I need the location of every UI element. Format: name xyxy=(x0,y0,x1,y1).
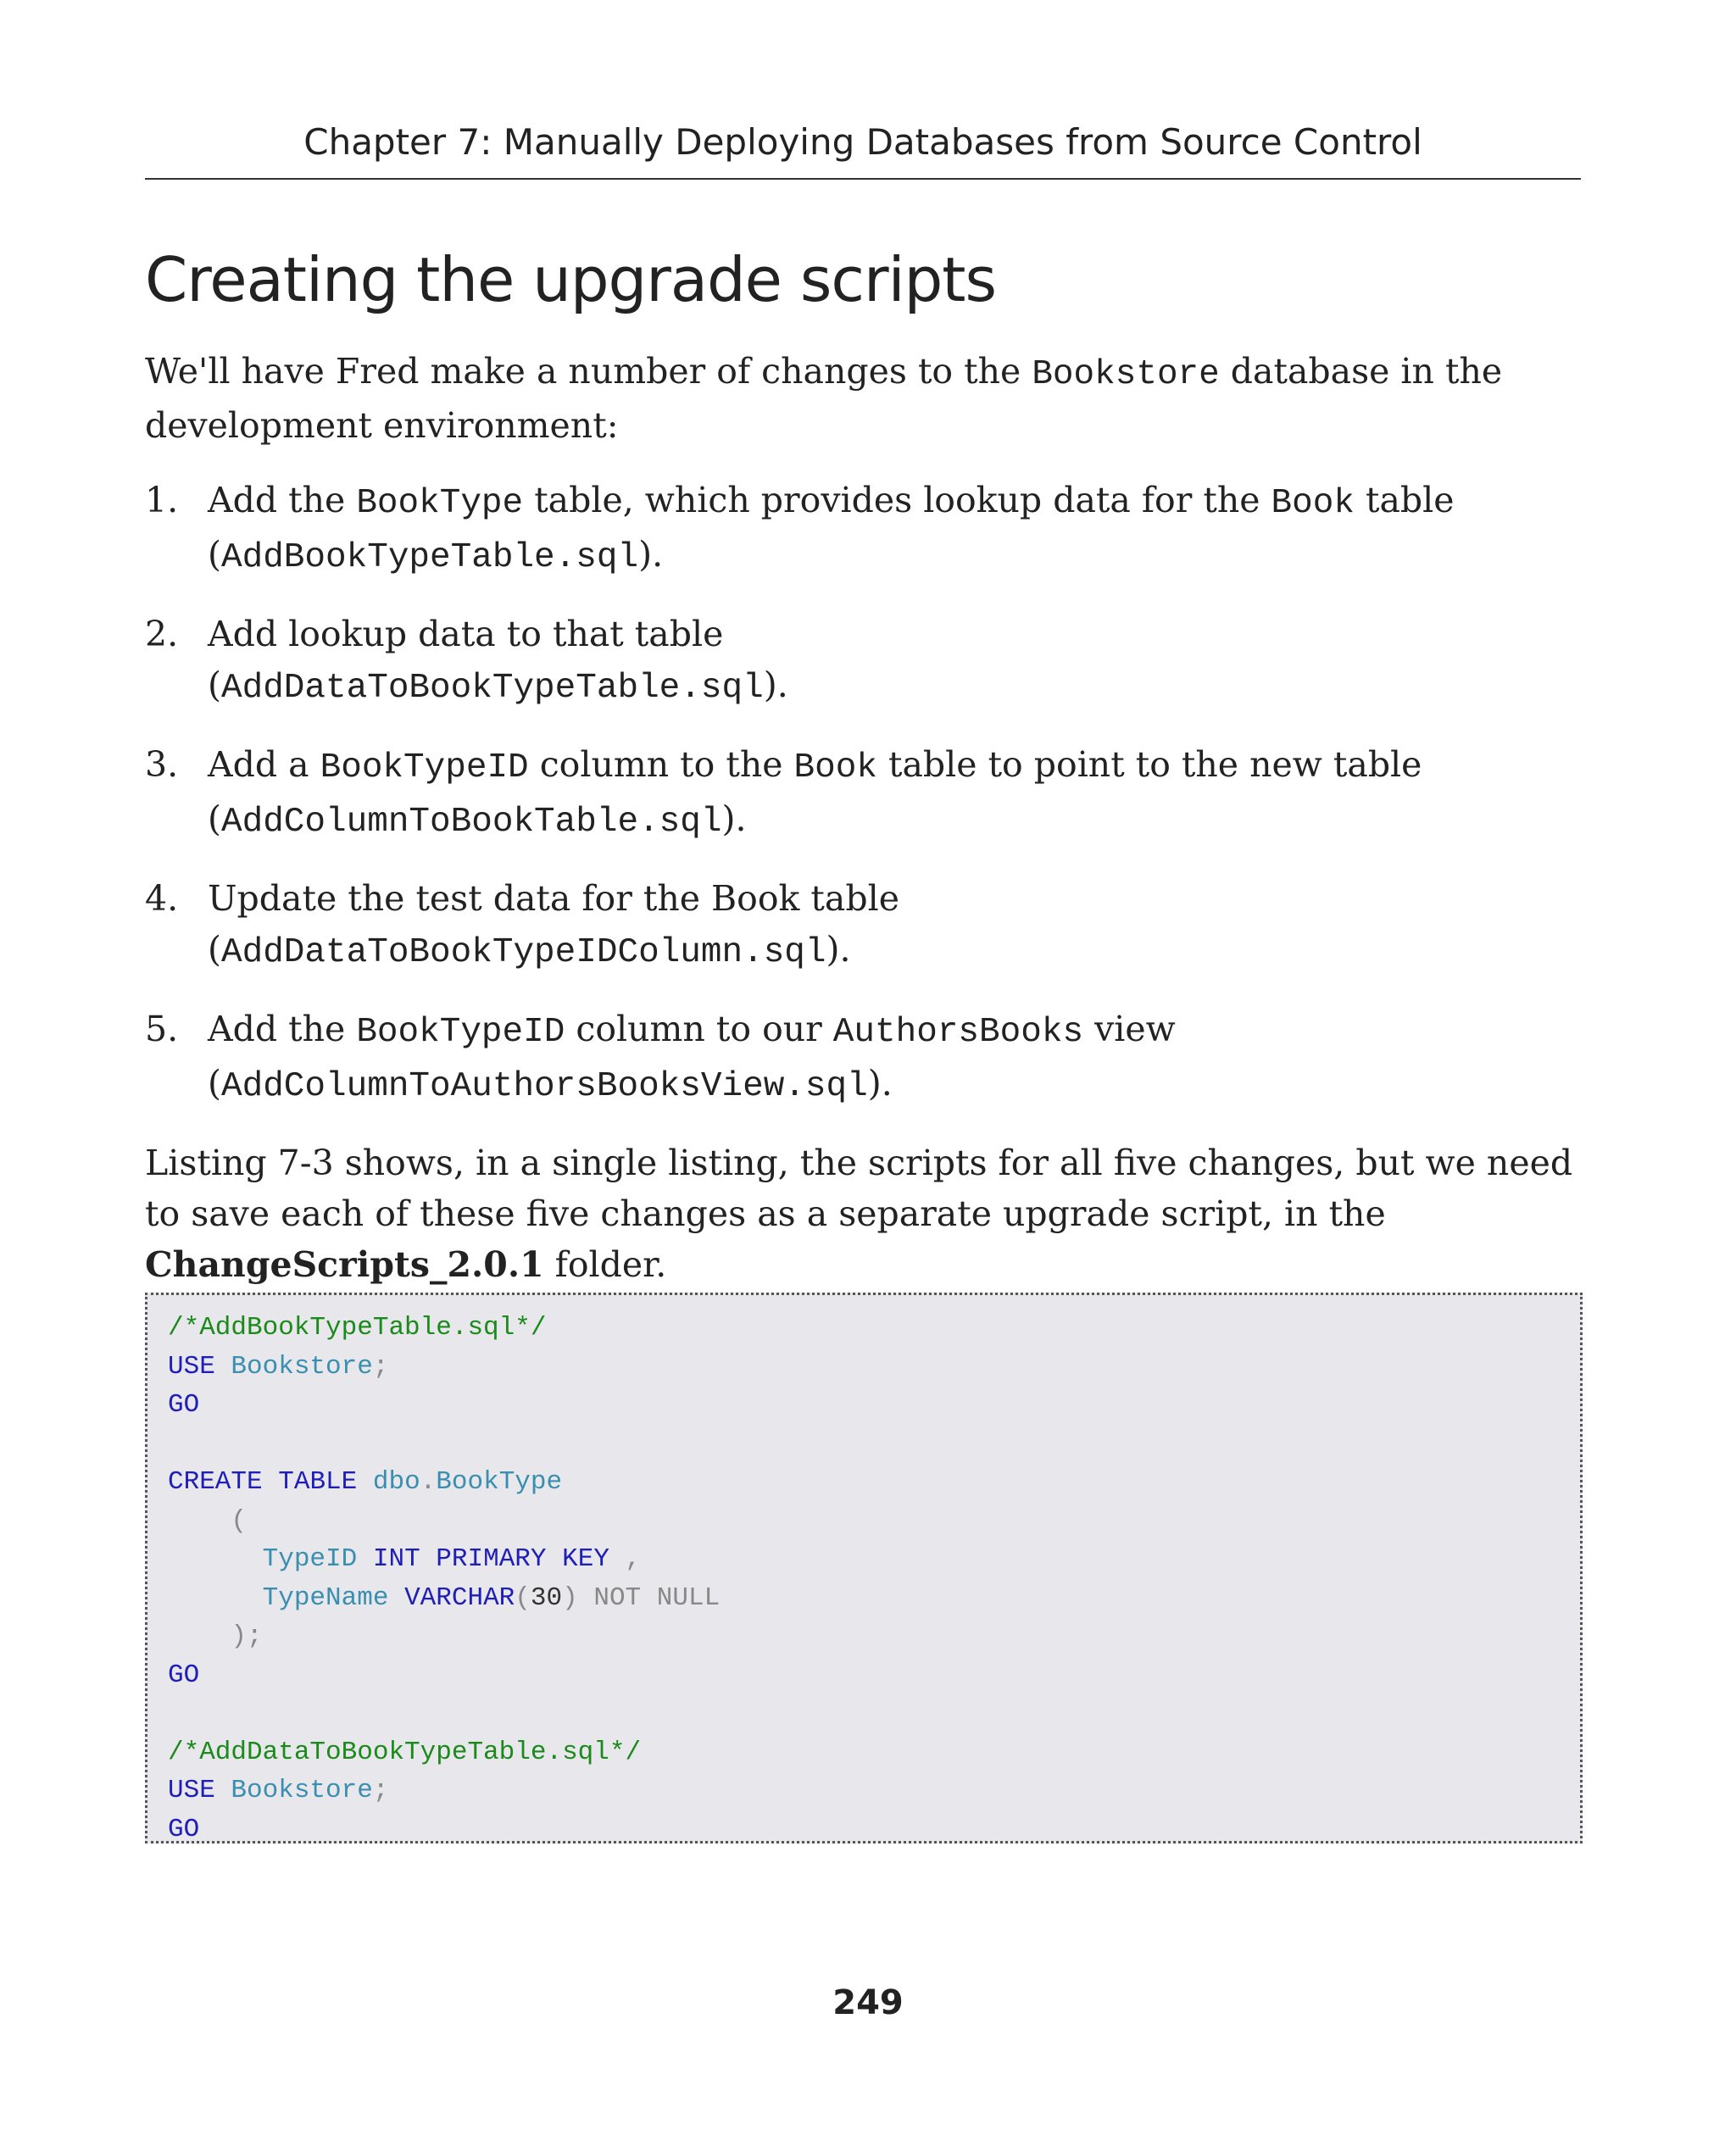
code-token-ident: TypeID xyxy=(262,1544,358,1574)
step-text-part: ). xyxy=(721,798,747,839)
code-token-plain xyxy=(420,1544,437,1574)
step-text-part: ). xyxy=(638,534,664,575)
code-token-keyword: INT xyxy=(372,1544,420,1574)
step-text xyxy=(208,1009,1176,1104)
step-code: AddDataToBookTypeIDColumn.sql xyxy=(221,933,826,972)
step-code: BookTypeID xyxy=(356,1013,565,1052)
step-text-part: ( xyxy=(208,929,221,970)
step-text-part: ). xyxy=(867,1063,893,1104)
step-text-part: ). xyxy=(763,665,788,705)
code-token-comment: /*AddDataToBookTypeTable.sql*/ xyxy=(168,1737,642,1767)
code-token-punct: ; xyxy=(372,1351,389,1382)
code-token-plain xyxy=(263,1467,279,1497)
code-line xyxy=(168,1733,1580,1772)
code-token-plain xyxy=(357,1544,373,1574)
intro-text-after: database in the development environment: xyxy=(145,351,1503,446)
step-text-part: Update the test data for the Book table xyxy=(208,878,899,919)
code-token-punct: , xyxy=(625,1544,642,1574)
code-token-plain xyxy=(215,1352,231,1382)
code-token-plain xyxy=(547,1544,563,1574)
step-text-part: table ( xyxy=(208,480,1455,575)
code-token-keyword: CREATE xyxy=(168,1467,263,1497)
step-text-part: column to the xyxy=(528,744,794,785)
change-steps-list xyxy=(145,475,1586,1137)
intro-db-name: Bookstore xyxy=(1032,355,1220,394)
listing-intro-paragraph xyxy=(145,1137,1603,1290)
step-text-part: column to our xyxy=(565,1009,833,1049)
code-token-plain xyxy=(578,1583,594,1613)
step-text-part: ( xyxy=(208,665,221,705)
code-token-punct: ) xyxy=(562,1582,578,1613)
code-token-ident: TypeName xyxy=(262,1582,389,1613)
code-token-ident: dbo xyxy=(372,1467,420,1497)
code-token-keyword: USE xyxy=(168,1776,215,1805)
step-code: AddColumnToBookTable.sql xyxy=(221,803,722,842)
code-token-keyword: TABLE xyxy=(278,1467,358,1497)
code-line xyxy=(168,1386,1580,1425)
code-token-keyword: GO xyxy=(168,1814,200,1844)
code-token-comment: /*AddBookTypeTable.sql*/ xyxy=(168,1313,547,1343)
step-text-part: table to point to the new table ( xyxy=(208,744,1422,839)
code-token-punct: ( xyxy=(231,1505,248,1536)
step-text-part: ). xyxy=(826,929,851,970)
code-line xyxy=(168,1810,1580,1849)
step-code: Book xyxy=(793,748,877,787)
code-line xyxy=(168,1540,1580,1579)
step-text xyxy=(208,878,899,970)
step-item xyxy=(145,739,1586,848)
code-token-keyword: USE xyxy=(168,1351,215,1382)
section-title: Creating the upgrade scripts xyxy=(145,244,997,315)
code-line xyxy=(168,1348,1580,1387)
code-token-ident: BookType xyxy=(436,1467,563,1497)
intro-paragraph xyxy=(145,346,1586,451)
code-token-null: NOT xyxy=(593,1582,642,1613)
step-text-part: Add the xyxy=(208,1009,357,1049)
step-text-part: view xyxy=(1083,1009,1176,1049)
step-code: AuthorsBooks xyxy=(832,1013,1084,1052)
step-code: BookType xyxy=(356,484,524,523)
code-line xyxy=(168,1656,1580,1695)
step-text-part: table, which provides lookup data for the xyxy=(523,480,1271,520)
step-number: 5. xyxy=(145,1009,179,1049)
step-code: BookTypeID xyxy=(320,748,529,787)
code-token-plain xyxy=(168,1544,263,1574)
code-line xyxy=(168,1463,1580,1502)
step-item xyxy=(145,1004,1586,1112)
code-token-punct: ( xyxy=(515,1582,531,1613)
code-token-null: NULL xyxy=(656,1582,721,1613)
code-token-number: 30 xyxy=(530,1582,563,1613)
code-line xyxy=(168,1309,1580,1348)
code-line xyxy=(168,1502,1580,1541)
code-line xyxy=(168,1425,1580,1464)
step-code: AddColumnToAuthorsBooksView.sql xyxy=(221,1067,868,1106)
code-token-ident: Bookstore xyxy=(231,1351,373,1382)
code-token-keyword: GO xyxy=(168,1660,200,1690)
code-listing xyxy=(145,1293,1583,1843)
step-code: AddBookTypeTable.sql xyxy=(221,538,639,577)
code-token-plain xyxy=(357,1467,373,1497)
listing-intro-before: Listing 7-3 shows, in a single listing, the scripts for all five changes, but we need to save each of these five changes as a separate upgrade script, in the xyxy=(145,1143,1573,1234)
code-token-keyword: KEY xyxy=(562,1544,609,1574)
step-code: Book xyxy=(1271,484,1355,523)
listing-intro-folder: ChangeScripts_2.0.1 xyxy=(145,1244,544,1285)
code-token-punct: ; xyxy=(372,1776,389,1805)
step-number: 1. xyxy=(145,480,179,520)
code-line xyxy=(168,1617,1580,1656)
step-text-part: Add the xyxy=(208,480,357,520)
code-token-plain xyxy=(168,1621,231,1651)
step-text xyxy=(208,614,788,708)
step-text-part: ( xyxy=(208,1063,221,1104)
running-header: Chapter 7: Manually Deploying Databases from Source Control xyxy=(145,110,1581,180)
code-token-plain xyxy=(641,1583,657,1613)
listing-intro-after: folder. xyxy=(543,1244,667,1285)
code-token-keyword: GO xyxy=(168,1390,200,1420)
step-text xyxy=(208,480,1455,575)
code-token-plain xyxy=(215,1776,231,1805)
step-code: AddDataToBookTypeTable.sql xyxy=(221,669,764,708)
code-token-punct: ); xyxy=(231,1621,263,1651)
step-text-part: Add lookup data to that table xyxy=(208,614,724,654)
code-token-plain xyxy=(388,1583,404,1613)
code-line xyxy=(168,1579,1580,1618)
code-line xyxy=(168,1694,1580,1733)
step-text-part: Add a xyxy=(208,744,320,785)
code-token-plain xyxy=(168,1506,231,1536)
code-token-plain xyxy=(168,1583,263,1613)
step-text xyxy=(208,744,1422,842)
step-number: 3. xyxy=(145,744,179,785)
step-item xyxy=(145,609,1586,714)
code-token-ident: Bookstore xyxy=(231,1776,373,1805)
intro-text-before: We'll have Fred make a number of changes to the xyxy=(145,351,1032,392)
step-item xyxy=(145,873,1586,978)
code-token-keyword: VARCHAR xyxy=(404,1582,515,1613)
code-token-keyword: PRIMARY xyxy=(436,1544,547,1574)
code-line xyxy=(168,1771,1580,1810)
page-number: 249 xyxy=(832,1983,904,2022)
code-token-punct: . xyxy=(420,1467,437,1497)
step-item xyxy=(145,475,1586,583)
step-number: 2. xyxy=(145,614,179,654)
code-token-plain xyxy=(609,1544,626,1574)
step-number: 4. xyxy=(145,878,179,919)
